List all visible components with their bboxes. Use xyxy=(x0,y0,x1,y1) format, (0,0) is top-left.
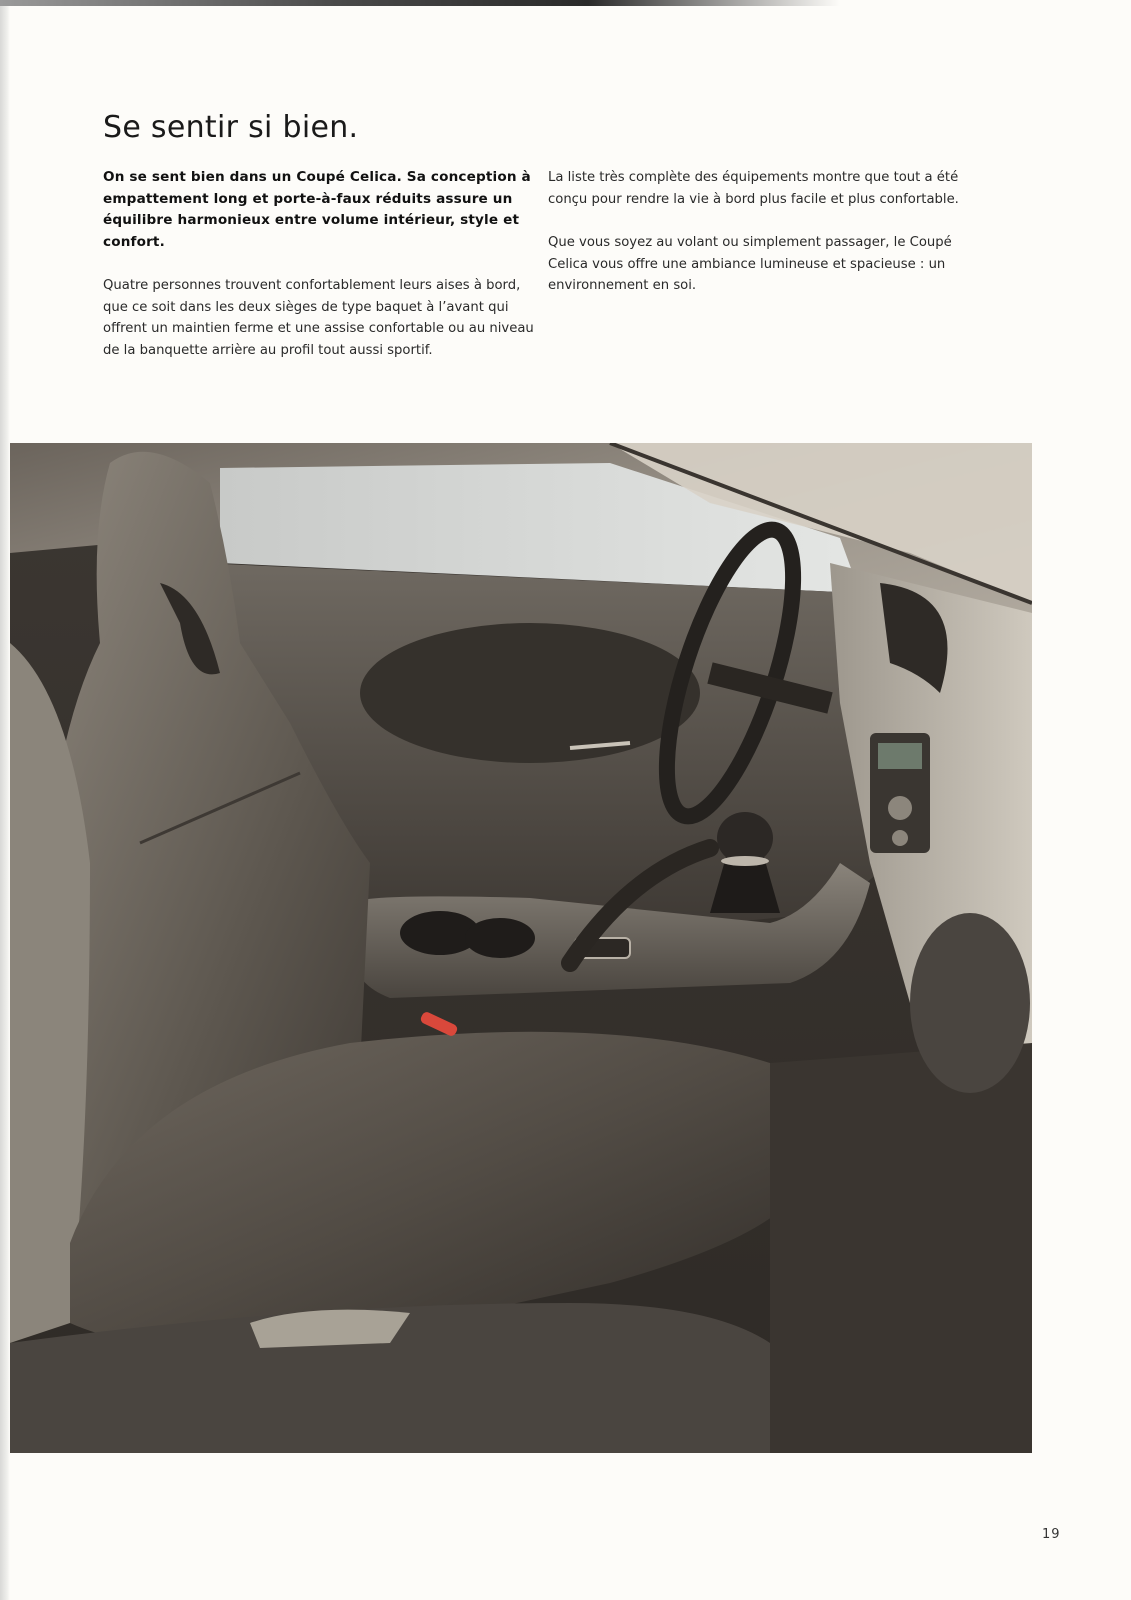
right-text-column xyxy=(548,167,988,297)
glovebox-kneepad xyxy=(910,913,1030,1093)
radio-display xyxy=(878,743,922,769)
gear-ring xyxy=(721,856,769,866)
page-top-edge xyxy=(0,0,840,6)
body-paragraph-ambiance: Que vous soyez au volant ou simplement passager, le Coupé Celica vous offre une ambiance lumineuse et spacieuse : un environnement en soi. xyxy=(548,235,952,293)
page-title: Se sentir si bien. xyxy=(103,110,359,145)
climate-knob-small xyxy=(892,830,908,846)
binding-spine-shadow xyxy=(0,0,10,1600)
climate-knob xyxy=(888,796,912,820)
door-armrest-panel xyxy=(360,623,700,763)
interior-illustration xyxy=(10,443,1032,1453)
lead-paragraph: On se sent bien dans un Coupé Celica. Sa conception à empattement long et porte-à-faux réduits assure un équilibre harmonieux entre volume intérieur, style et confort. xyxy=(103,169,531,250)
body-paragraph-equipment: La liste très complète des équipements montre que tout a été conçu pour rendre la vie à bord plus facile et plus confortable. xyxy=(548,170,959,207)
body-paragraph-seats: Quatre personnes trouvent confortablement leurs aises à bord, que ce soit dans les deux sièges de type baquet à l’avant qui offrent un maintien ferme et une assise confortable ou au niveau de la banquette arrière au profil tout aussi sportif. xyxy=(103,278,534,358)
left-text-column xyxy=(103,167,543,361)
footwell xyxy=(770,1043,1032,1453)
page-number: 19 xyxy=(1042,1527,1061,1542)
cup-holder-rear xyxy=(465,918,535,958)
interior-photo xyxy=(10,443,1032,1453)
